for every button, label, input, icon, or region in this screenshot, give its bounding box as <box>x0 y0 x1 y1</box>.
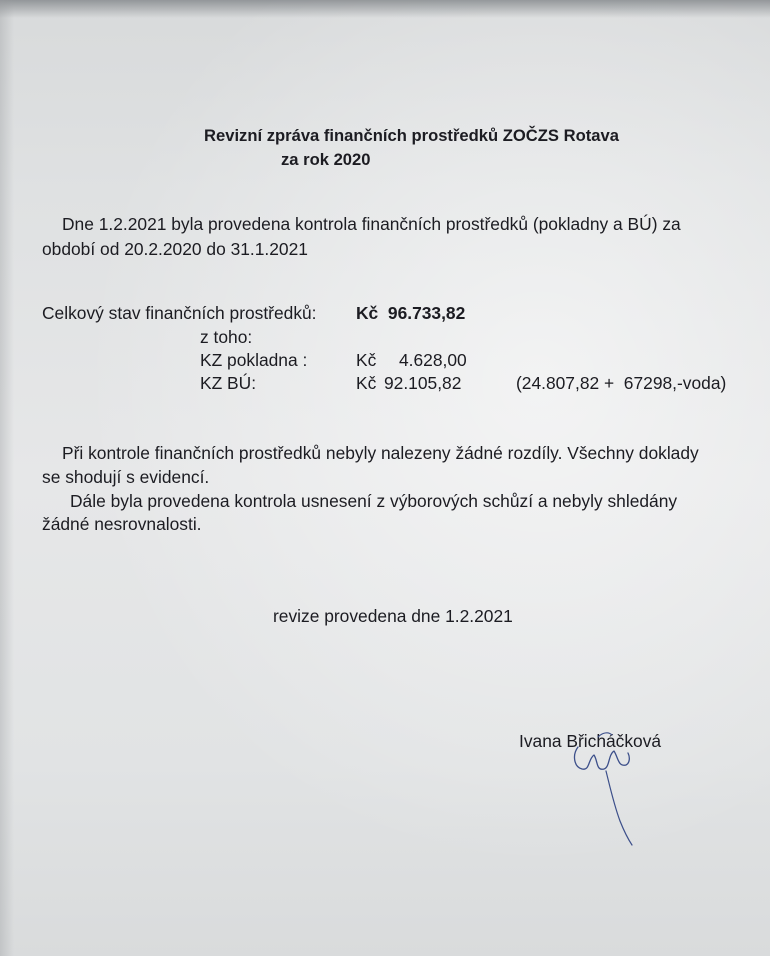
cash-amount: 4.628,00 <box>399 350 467 370</box>
handwritten-signature-icon <box>568 725 648 850</box>
page-shadow-top <box>0 0 770 18</box>
findings-line-1: Při kontrole finančních prostředků nebyly nalezeny žádné rozdíly. Všechny doklady <box>62 443 699 463</box>
cash-currency: Kč <box>356 350 377 370</box>
document-title: Revizní zpráva finančních prostředků ZOČZS Rotava <box>204 126 619 145</box>
total-label: Celkový stav finančních prostředků: <box>42 303 317 323</box>
bank-currency: Kč <box>356 373 377 393</box>
total-value: Kč 96.733,82 <box>356 303 466 323</box>
bank-breakdown-note: (24.807,82 + 67298,-voda) <box>516 373 727 393</box>
intro-line-1: Dne 1.2.2021 byla provedena kontrola finančních prostředků (pokladny a BÚ) za <box>62 214 681 234</box>
document-title-year: za rok 2020 <box>281 150 371 169</box>
signatory-name: Ivana Břicháčková <box>519 731 662 751</box>
findings-line-4: žádné nesrovnalosti. <box>42 514 202 534</box>
revision-date: revize provedena dne 1.2.2021 <box>273 606 513 626</box>
findings-line-3: Dále byla provedena kontrola usnesení z výborových schůzí a nebyly shledány <box>70 491 678 511</box>
of-which-label: z toho: <box>200 327 253 347</box>
bank-label: KZ BÚ: <box>200 373 257 393</box>
findings-line-2: se shodují s evidencí. <box>42 467 210 487</box>
bank-amount: 92.105,82 <box>384 373 462 393</box>
page-shadow-left <box>0 0 14 956</box>
cash-label: KZ pokladna : <box>200 350 308 370</box>
intro-line-2: období od 20.2.2020 do 31.1.2021 <box>42 239 308 259</box>
